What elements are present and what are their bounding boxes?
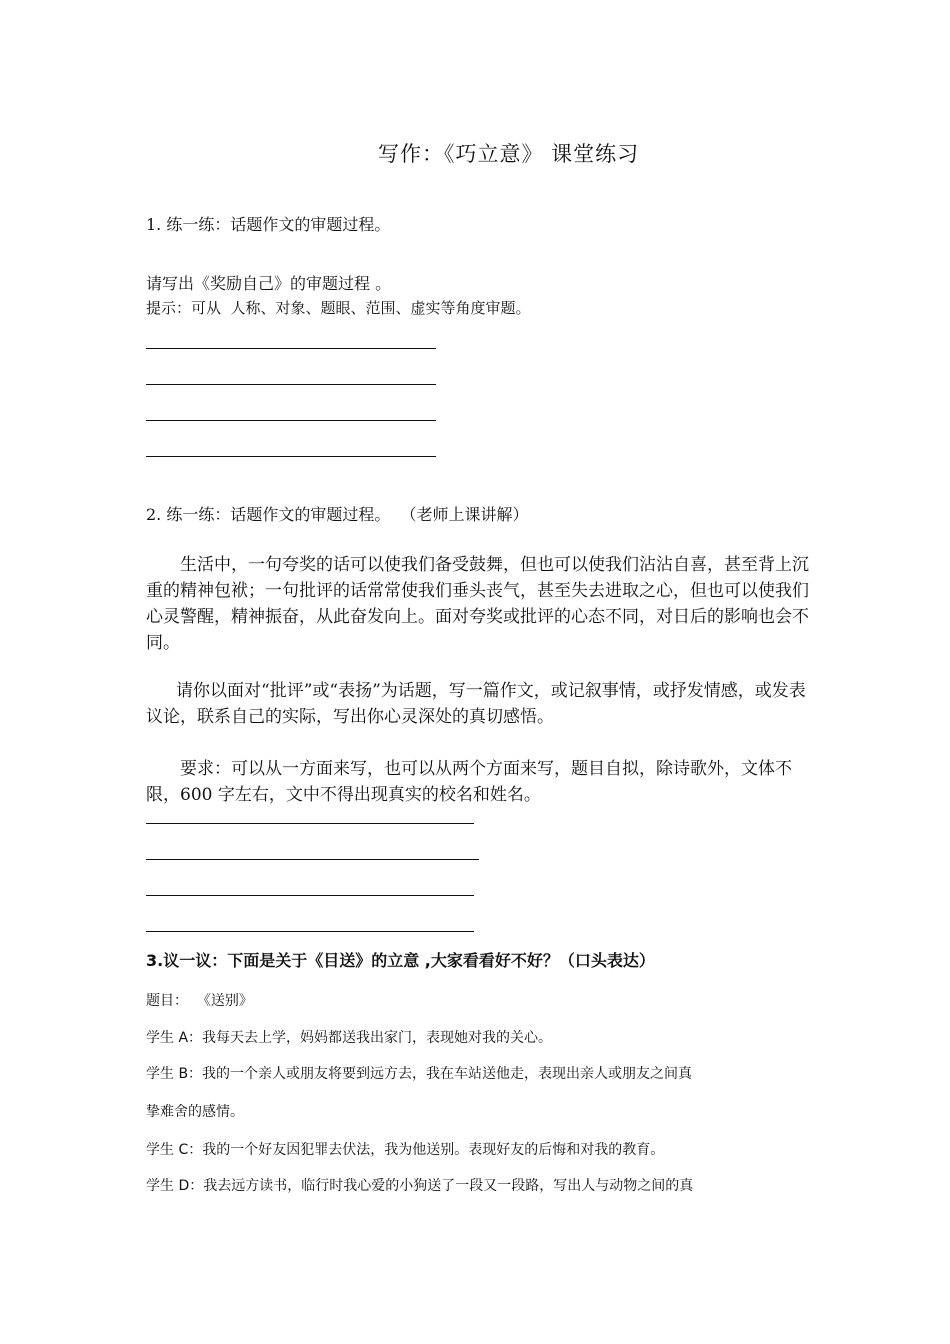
answer-line [146,823,474,824]
student-b-text-continued: 挚难舍的感情。 [146,1104,244,1120]
section1-hint: 提示：可从 人称、对象、题眼、范围、虚实等角度审题。 [146,299,531,317]
student-c-text: 学生 C：我的一个好友因犯罪去伏法，我为他送别。表现好友的后悔和对我的教育。 [146,1142,665,1158]
answer-line [146,384,436,385]
answer-line [146,859,479,860]
answer-line [146,456,436,457]
answer-line [146,420,436,421]
student-a-text: 学生 A：我每天去上学，妈妈都送我出家门，表现她对我的关心。 [146,1030,553,1046]
answer-line [146,348,436,349]
section2-paragraph-2: 请你以面对“批评”或“表扬”为话题，写一篇作文，或记叙事情，或抒发情感，或发表议论，联系自己的实际，写出你心灵深处的真切感悟。 [146,681,806,727]
section3-topic: 题目： 《送别》 [146,993,253,1009]
section2-paragraph-1: 生活中，一句夸奖的话可以使我们备受鼓舞，但也可以使我们沾沾自喜，甚至背上沉重的精神包袱；一句批评的话常常使我们垂头丧气，甚至失去进取之心，但也可以使我们心灵警醒，精神振奋，从此奋发向上。面对夸奖或批评的心态不同，对日后的影响也会不同。 [146,555,809,653]
answer-line [146,895,474,896]
student-b-text: 学生 B：我的一个亲人或朋友将要到远方去，我在车站送他走，表现出亲人或朋友之间真 [146,1066,693,1082]
page-title: 写作：《巧立意》 课堂练习 [378,142,640,166]
section2-paragraph-3: 要求：可以从一方面来写，也可以从两个方面来写，题目自拟，除诗歌外，文体不限，600 字左右，文中不得出现真实的校名和姓名。 [146,759,792,805]
section2-heading: 2. 练一练：话题作文的审题过程。 （老师上课讲解） [146,505,529,524]
student-d-text: 学生 D：我去远方读书，临行时我心爱的小狗送了一段又一段路，写出人与动物之间的真 [146,1178,694,1194]
section3-heading: 3.议一议：下面是关于《目送》的立意 ,大家看看好不好？（口头表达） [146,951,655,970]
answer-line [146,931,474,932]
section1-prompt: 请写出《奖励自己》的审题过程 。 [146,274,392,293]
section1-heading: 1. 练一练：话题作文的审题过程。 [146,215,391,234]
